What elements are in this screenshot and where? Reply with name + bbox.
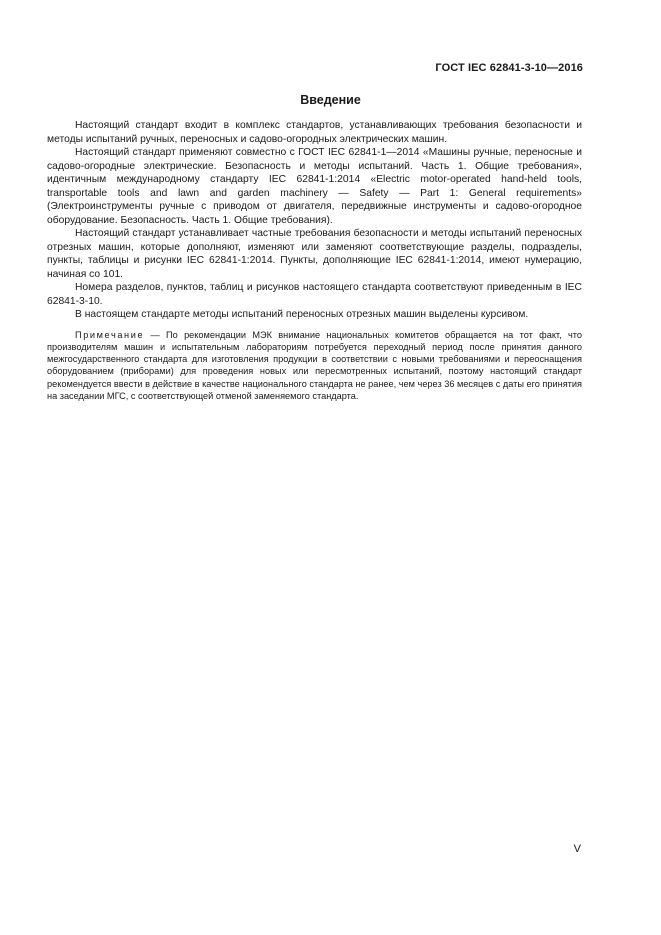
paragraph-2: Настоящий стандарт применяют совместно с ГОСТ IEC 62841-1—2014 «Машины ручные, переносные и садово-огородные электрические. Безопасность и методы испытаний. Часть 1. Общие требования», идентичным международному стандарту IEC 62841-1:2014 «Electric motor-operated hand-held tools, transportable tools and lawn and garden machinery — Safety — Part 1: General requirements» (Электроинструменты ручные с приводом от двигателя, передвижные инструменты и садово-огородное оборудование. Безопасность. Часть 1. Общие требования). (47, 147, 582, 226)
note-paragraph (47, 329, 582, 403)
paragraph-4: Номера разделов, пунктов, таблиц и рисунков настоящего стандарта соответствуют приведенным в IEC 62841-3-10. (47, 282, 582, 307)
page-number: V (573, 843, 581, 855)
section-title: Введение (300, 93, 361, 107)
note-label: Примечание (75, 329, 145, 340)
paragraph-5: В настоящем стандарте методы испытаний переносных отрезных машин выделены курсивом. (75, 309, 529, 320)
introduction-body (47, 119, 582, 402)
note-separator: — (144, 329, 167, 340)
note-text: По рекомендации МЭК внимание национальных комитетов обращается на тот факт, что производителям машин и испытательным лабораториям потребуется переходный период после принятия данного межгосударственного стандарта для изготовления продукции в соответствии с новыми требованиями и переоснащения оборудованием (приборами) для проведения новых или пересмотренных испытаний, поэтому настоящий стандарт рекомендуется ввести в действие в качестве национального стандарта не ранее, чем через 36 месяцев с даты его принятия на заседании МГС, с соответствующей отменой заменяемого стандарта. (47, 329, 582, 401)
document-code-header: ГОСТ IEC 62841-3-10—2016 (435, 62, 583, 74)
paragraph-3: Настоящий стандарт устанавливает частные требования безопасности и методы испытаний переносных отрезных машин, которые дополняют, изменяют или заменяют соответствующие разделы, подразделы, пункты, таблицы и рисунки IEC 62841-1:2014. Пункты, дополняющие IEC 62841-1:2014, имеют нумерацию, начиная со 101. (47, 228, 582, 280)
paragraph-1: Настоящий стандарт входит в комплекс стандартов, устанавливающих требования безопасности и методы испытаний ручных, переносных и садово-огородных электрических машин. (47, 120, 582, 145)
